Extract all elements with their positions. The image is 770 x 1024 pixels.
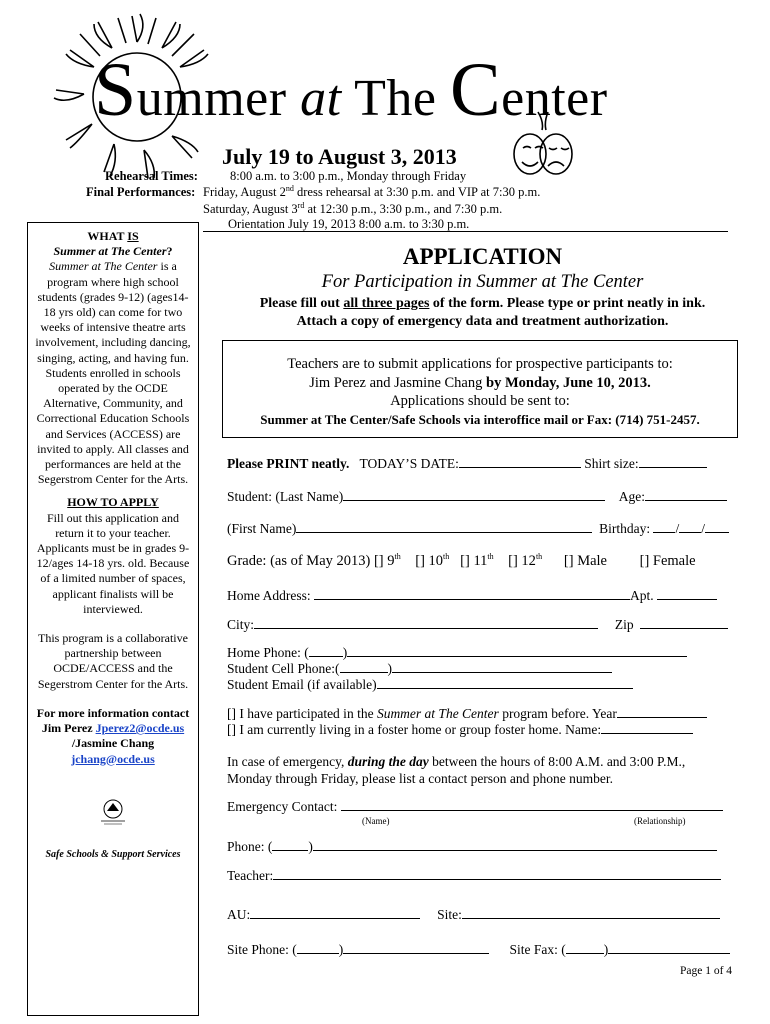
home-phone-area-field[interactable] [309, 645, 343, 657]
emergency-contact-field[interactable] [341, 799, 723, 811]
page-number: Page 1 of 4 [680, 965, 733, 977]
final-performances-saturday: Saturday, August 3rd at 12:30 p.m., 3:30 p.m., and 7:30 p.m. [203, 200, 503, 216]
form-row-emergency-phone: Phone: ( ) [227, 839, 717, 855]
application-instructions: Please fill out all three pages of the form. Please type or print neatly in ink. Attach a copy of emergency data and treatment authorization. [259, 296, 706, 329]
apt-field[interactable] [657, 588, 717, 600]
rehearsal-times-label: Rehearsal Times: [105, 169, 198, 183]
male-checkbox[interactable]: [] Male [563, 553, 607, 569]
site-phone-field[interactable] [343, 942, 489, 954]
relationship-caption: (Relationship) [634, 816, 686, 826]
form-row-email: Student Email (if available) [227, 677, 633, 693]
title-word-at: at [300, 70, 342, 127]
title-word-center: enter [501, 70, 608, 127]
foster-name-field[interactable] [601, 722, 693, 734]
application-title: APPLICATION [402, 244, 563, 269]
info-sidebar [27, 222, 199, 1016]
what-is-heading: WHAT IS [87, 229, 139, 243]
grade-11-checkbox[interactable]: [] 11th [460, 552, 494, 569]
form-row-address: Home Address: Apt. [227, 588, 717, 604]
submission-notice-box [222, 340, 738, 438]
grade-12-checkbox[interactable]: [] 12th [508, 552, 543, 569]
how-to-apply-heading: HOW TO APPLY [67, 495, 159, 510]
au-field[interactable] [250, 907, 420, 919]
notice-line-4: Summer at The Center/Safe Schools via interoffice mail or Fax: (714) 751-2457. [260, 411, 700, 427]
participated-checkbox[interactable]: [] I have participated in the Summer at The Center program before. Year [227, 706, 617, 721]
cell-phone-area-field[interactable] [340, 661, 388, 673]
form-row-teacher: Teacher: [227, 868, 721, 884]
contact-info: For more information contact Jim Perez Jperez2@ocde.us /Jasmine Chang jchang@ocde.us [36, 705, 190, 766]
female-checkbox[interactable]: [] Female [639, 553, 696, 569]
title-letter-s: S [94, 48, 137, 132]
site-fax-field[interactable] [608, 942, 730, 954]
form-row-first-name: (First Name) Birthday: / / [227, 521, 729, 537]
home-address-field[interactable] [314, 588, 630, 600]
orientation-text: Orientation July 19, 2013 8:00 a.m. to 3:30 p.m. [228, 217, 470, 231]
teacher-field[interactable] [273, 868, 721, 880]
final-performances-friday: Friday, August 2nd dress rehearsal at 3:30 p.m. and VIP at 7:30 p.m. [203, 183, 541, 199]
email-link-jperez[interactable]: Jperez2@ocde.us [95, 721, 185, 736]
email-link-jchang[interactable]: jchang@ocde.us [71, 751, 155, 766]
form-row-last-name: Student: (Last Name) Age: [227, 489, 727, 505]
county-seal-icon [34, 797, 192, 829]
birthday-month-field[interactable] [653, 521, 675, 533]
birthday-day-field[interactable] [679, 521, 701, 533]
emergency-instructions-2: Monday through Friday, please list a contact person and phone number. [227, 771, 614, 786]
notice-line-3: Applications should be sent to: [390, 393, 570, 409]
site-fax-area-field[interactable] [566, 942, 604, 954]
todays-date-field[interactable] [459, 456, 581, 468]
form-row-site-phone-fax: Site Phone: ( ) Site Fax: ( ) [227, 942, 730, 958]
form-row-grade [227, 553, 696, 570]
form-row-participated [227, 706, 707, 722]
program-description: Summer at The Center is a program where high school students (grades 9-12) (ages14-18 yrs old) can come for two weeks of intensive theatre arts involvement, including dancing, singing, acting, and having fun. Students enrolled in schools operated by the OCDE Alternative, Community, and Correctional Education Schools and Services (ACCESS) are invited to apply. All classes and performances are held at the Segerstrom Center for the Arts. [35, 259, 191, 487]
emergency-instructions-1: In case of emergency, during the day between the hours of 8:00 A.M. and 3:00 P.M., [227, 754, 686, 769]
form-row-city: City: Zip [227, 617, 728, 633]
grade-9-checkbox[interactable]: Grade: (as of May 2013) [] 9th [227, 552, 401, 569]
application-subtitle: For Participation in Summer at The Center [321, 272, 644, 292]
title-word-the: The [341, 70, 450, 127]
grade-10-checkbox[interactable]: [] 10th [415, 552, 450, 569]
title-word-summer: ummer [136, 70, 301, 127]
participated-year-field[interactable] [617, 706, 707, 718]
last-name-field[interactable] [343, 489, 605, 501]
form-row-foster [227, 722, 693, 738]
form-row-cell-phone: Student Cell Phone:( ) [227, 661, 612, 677]
sidebar-footer: Safe Schools & Support Services [45, 848, 181, 860]
age-field[interactable] [645, 489, 727, 501]
form-row-date: Please PRINT neatly. TODAY’S DATE: Shirt size: [227, 456, 707, 472]
final-performances-label: Final Performances: [86, 185, 196, 199]
title-letter-c: C [449, 48, 502, 132]
site-field[interactable] [462, 907, 720, 919]
first-name-field[interactable] [296, 521, 592, 533]
form-row-emergency-contact: Emergency Contact: [227, 799, 723, 815]
student-email-field[interactable] [377, 677, 633, 689]
city-field[interactable] [254, 617, 598, 629]
emergency-phone-area-field[interactable] [272, 839, 308, 851]
foster-checkbox[interactable]: [] I am currently living in a foster home or group foster home. Name: [227, 722, 602, 737]
cell-phone-field[interactable] [392, 661, 612, 673]
notice-line-1: Teachers are to submit applications for prospective participants to: [287, 356, 673, 372]
shirt-size-field[interactable] [639, 456, 707, 468]
partnership-text: This program is a collaborative partnership between OCDE/ACCESS and the Segerstrom Center for the Arts. [37, 631, 189, 691]
header-divider [203, 231, 728, 232]
birthday-year-field[interactable] [705, 521, 729, 533]
notice-line-2: Jim Perez and Jasmine Chang by Monday, June 10, 2013. [309, 374, 651, 391]
home-phone-field[interactable] [347, 645, 687, 657]
theatre-masks-icon [508, 108, 580, 186]
what-is-subheading: Summer at The Center? [53, 244, 173, 259]
how-to-apply-text: Fill out this application and return it to your teacher. Applicants must be in grades 9-12/ages 14-18 yrs. old. Because of a limited number of spaces, applicant finalists will be interviewed. [36, 510, 190, 616]
form-row-au-site: AU: Site: [227, 907, 720, 923]
emergency-phone-field[interactable] [313, 839, 717, 851]
form-row-home-phone: Home Phone: ( ) [227, 645, 687, 661]
zip-field[interactable] [640, 617, 728, 629]
site-phone-area-field[interactable] [297, 942, 339, 954]
name-caption: (Name) [362, 816, 390, 826]
rehearsal-times-value: 8:00 a.m. to 3:00 p.m., Monday through Friday [230, 169, 467, 183]
program-dates: July 19 to August 3, 2013 [222, 144, 457, 169]
